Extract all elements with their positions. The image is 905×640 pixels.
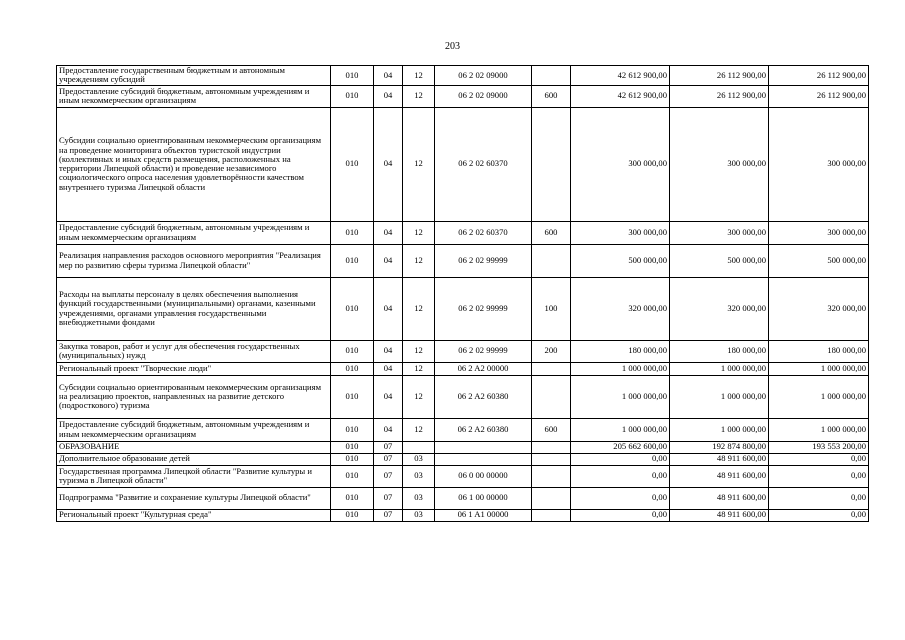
section-code: 07 bbox=[374, 509, 403, 521]
amount-year-3: 0,00 bbox=[769, 465, 869, 487]
amount-year-2: 320 000,00 bbox=[670, 277, 769, 340]
amount-year-1: 180 000,00 bbox=[571, 340, 670, 362]
amount-year-1: 0,00 bbox=[571, 453, 670, 465]
subsection-code: 12 bbox=[403, 85, 435, 107]
table-row bbox=[57, 107, 869, 221]
amount-year-3: 300 000,00 bbox=[769, 107, 869, 221]
table-row bbox=[57, 453, 869, 465]
expense-type-code: 600 bbox=[532, 221, 571, 244]
expense-type-code: 600 bbox=[532, 418, 571, 441]
amount-year-3: 1 000 000,00 bbox=[769, 362, 869, 375]
table-row bbox=[57, 487, 869, 509]
amount-year-1: 500 000,00 bbox=[571, 244, 670, 277]
amount-year-3: 26 112 900,00 bbox=[769, 66, 869, 86]
ved-code: 010 bbox=[331, 453, 374, 465]
budget-table bbox=[56, 65, 869, 522]
amount-year-3: 1 000 000,00 bbox=[769, 375, 869, 418]
ved-code: 010 bbox=[331, 221, 374, 244]
target-article-code: 06 1 A1 00000 bbox=[435, 509, 532, 521]
expense-type-code bbox=[532, 244, 571, 277]
amount-year-2: 26 112 900,00 bbox=[670, 85, 769, 107]
amount-year-3: 1 000 000,00 bbox=[769, 418, 869, 441]
subsection-code bbox=[403, 441, 435, 453]
amount-year-2: 192 874 800,00 bbox=[670, 441, 769, 453]
amount-year-1: 1 000 000,00 bbox=[571, 375, 670, 418]
subsection-code: 03 bbox=[403, 487, 435, 509]
amount-year-3: 320 000,00 bbox=[769, 277, 869, 340]
amount-year-3: 300 000,00 bbox=[769, 221, 869, 244]
table-row bbox=[57, 375, 869, 418]
subsection-code: 12 bbox=[403, 362, 435, 375]
target-article-code: 06 2 02 99999 bbox=[435, 340, 532, 362]
target-article-code: 06 2 A2 00000 bbox=[435, 362, 532, 375]
amount-year-1: 1 000 000,00 bbox=[571, 362, 670, 375]
subsection-code: 12 bbox=[403, 340, 435, 362]
amount-year-3: 193 553 200,00 bbox=[769, 441, 869, 453]
table-row bbox=[57, 465, 869, 487]
target-article-code: 06 2 02 60370 bbox=[435, 107, 532, 221]
target-article-code: 06 2 02 99999 bbox=[435, 277, 532, 340]
target-article-code: 06 1 00 00000 bbox=[435, 487, 532, 509]
item-name: Дополнительное образование детей bbox=[57, 453, 331, 465]
section-code: 04 bbox=[374, 221, 403, 244]
subsection-code: 12 bbox=[403, 277, 435, 340]
table-row bbox=[57, 509, 869, 521]
section-code: 04 bbox=[374, 340, 403, 362]
table-row bbox=[57, 362, 869, 375]
section-code: 04 bbox=[374, 277, 403, 340]
target-article-code bbox=[435, 441, 532, 453]
ved-code: 010 bbox=[331, 465, 374, 487]
ved-code: 010 bbox=[331, 418, 374, 441]
item-name: Подпрограмма "Развитие и сохранение культуры Липецкой области" bbox=[57, 487, 331, 509]
table-row bbox=[57, 244, 869, 277]
target-article-code: 06 2 A2 60380 bbox=[435, 418, 532, 441]
ved-code: 010 bbox=[331, 509, 374, 521]
target-article-code: 06 2 02 99999 bbox=[435, 244, 532, 277]
section-code: 07 bbox=[374, 453, 403, 465]
table-body bbox=[57, 66, 869, 522]
amount-year-3: 500 000,00 bbox=[769, 244, 869, 277]
amount-year-3: 0,00 bbox=[769, 453, 869, 465]
section-code: 07 bbox=[374, 441, 403, 453]
ved-code: 010 bbox=[331, 244, 374, 277]
expense-type-code bbox=[532, 441, 571, 453]
subsection-code: 03 bbox=[403, 509, 435, 521]
amount-year-3: 0,00 bbox=[769, 509, 869, 521]
item-name: Субсидии социально ориентированным некоммерческим организациям на проведение мониторинга объектов туристской индустрии (коллективных и иных средств размещения, расположенных на территории Липецкой области) и проведение независимого социологического опроса населения удовлетворённости качеством внутреннего туризма Липецкой области bbox=[57, 107, 331, 221]
amount-year-2: 48 911 600,00 bbox=[670, 465, 769, 487]
section-code: 07 bbox=[374, 465, 403, 487]
target-article-code: 06 2 A2 60380 bbox=[435, 375, 532, 418]
target-article-code: 06 2 02 09000 bbox=[435, 85, 532, 107]
section-code: 04 bbox=[374, 418, 403, 441]
expense-type-code bbox=[532, 375, 571, 418]
expense-type-code bbox=[532, 66, 571, 86]
ved-code: 010 bbox=[331, 362, 374, 375]
amount-year-2: 48 911 600,00 bbox=[670, 453, 769, 465]
amount-year-2: 300 000,00 bbox=[670, 107, 769, 221]
item-name: Региональный проект "Творческие люди" bbox=[57, 362, 331, 375]
target-article-code: 06 2 02 09000 bbox=[435, 66, 532, 86]
item-name: Реализация направления расходов основного мероприятия "Реализация мер по развитию сферы туризма Липецкой области" bbox=[57, 244, 331, 277]
ved-code: 010 bbox=[331, 85, 374, 107]
amount-year-2: 180 000,00 bbox=[670, 340, 769, 362]
item-name: ОБРАЗОВАНИЕ bbox=[57, 441, 331, 453]
ved-code: 010 bbox=[331, 66, 374, 86]
subsection-code: 12 bbox=[403, 221, 435, 244]
expense-type-code bbox=[532, 465, 571, 487]
expense-type-code bbox=[532, 509, 571, 521]
ved-code: 010 bbox=[331, 107, 374, 221]
ved-code: 010 bbox=[331, 487, 374, 509]
table-row bbox=[57, 277, 869, 340]
section-code: 04 bbox=[374, 244, 403, 277]
subsection-code: 12 bbox=[403, 107, 435, 221]
section-code: 04 bbox=[374, 362, 403, 375]
subsection-code: 12 bbox=[403, 244, 435, 277]
amount-year-2: 26 112 900,00 bbox=[670, 66, 769, 86]
subsection-code: 03 bbox=[403, 465, 435, 487]
amount-year-1: 1 000 000,00 bbox=[571, 418, 670, 441]
section-code: 04 bbox=[374, 375, 403, 418]
amount-year-3: 0,00 bbox=[769, 487, 869, 509]
item-name: Расходы на выплаты персоналу в целях обеспечения выполнения функций государственными (муниципальными) органами, казенными учреждениями, органами управления государственными внебюджетными фондами bbox=[57, 277, 331, 340]
table-row bbox=[57, 66, 869, 86]
target-article-code: 06 0 00 00000 bbox=[435, 465, 532, 487]
ved-code: 010 bbox=[331, 375, 374, 418]
item-name: Региональный проект "Культурная среда" bbox=[57, 509, 331, 521]
amount-year-2: 1 000 000,00 bbox=[670, 375, 769, 418]
amount-year-2: 48 911 600,00 bbox=[670, 509, 769, 521]
section-code: 04 bbox=[374, 107, 403, 221]
expense-type-code bbox=[532, 453, 571, 465]
amount-year-1: 42 612 900,00 bbox=[571, 85, 670, 107]
page-number: 203 bbox=[445, 41, 460, 52]
amount-year-1: 300 000,00 bbox=[571, 221, 670, 244]
ved-code: 010 bbox=[331, 340, 374, 362]
expense-type-code bbox=[532, 362, 571, 375]
subsection-code: 12 bbox=[403, 66, 435, 86]
amount-year-1: 320 000,00 bbox=[571, 277, 670, 340]
amount-year-1: 0,00 bbox=[571, 465, 670, 487]
section-code: 04 bbox=[374, 85, 403, 107]
item-name: Государственная программа Липецкой области "Развитие культуры и туризма в Липецкой области" bbox=[57, 465, 331, 487]
amount-year-2: 1 000 000,00 bbox=[670, 362, 769, 375]
expense-type-code bbox=[532, 107, 571, 221]
item-name: Предоставление субсидий бюджетным, автономным учреждениям и иным некоммерческим организациям bbox=[57, 418, 331, 441]
section-code: 04 bbox=[374, 66, 403, 86]
expense-type-code: 600 bbox=[532, 85, 571, 107]
amount-year-2: 48 911 600,00 bbox=[670, 487, 769, 509]
table-row bbox=[57, 418, 869, 441]
item-name: Предоставление государственным бюджетным и автономным учреждениям субсидий bbox=[57, 66, 331, 86]
item-name: Предоставление субсидий бюджетным, автономным учреждениям и иным некоммерческим организациям bbox=[57, 85, 331, 107]
section-code: 07 bbox=[374, 487, 403, 509]
item-name: Закупка товаров, работ и услуг для обеспечения государственных (муниципальных) нужд bbox=[57, 340, 331, 362]
expense-type-code: 100 bbox=[532, 277, 571, 340]
amount-year-1: 0,00 bbox=[571, 487, 670, 509]
amount-year-2: 1 000 000,00 bbox=[670, 418, 769, 441]
target-article-code bbox=[435, 453, 532, 465]
amount-year-1: 42 612 900,00 bbox=[571, 66, 670, 86]
table-row bbox=[57, 85, 869, 107]
table-row bbox=[57, 340, 869, 362]
amount-year-3: 180 000,00 bbox=[769, 340, 869, 362]
expense-type-code bbox=[532, 487, 571, 509]
amount-year-2: 500 000,00 bbox=[670, 244, 769, 277]
amount-year-3: 26 112 900,00 bbox=[769, 85, 869, 107]
amount-year-1: 300 000,00 bbox=[571, 107, 670, 221]
table-row bbox=[57, 441, 869, 453]
amount-year-2: 300 000,00 bbox=[670, 221, 769, 244]
subsection-code: 03 bbox=[403, 453, 435, 465]
amount-year-1: 0,00 bbox=[571, 509, 670, 521]
item-name: Субсидии социально ориентированным некоммерческим организациям на реализацию проектов, направленных на развитие детского (подросткового) туризма bbox=[57, 375, 331, 418]
expense-type-code: 200 bbox=[532, 340, 571, 362]
table-row bbox=[57, 221, 869, 244]
target-article-code: 06 2 02 60370 bbox=[435, 221, 532, 244]
subsection-code: 12 bbox=[403, 375, 435, 418]
subsection-code: 12 bbox=[403, 418, 435, 441]
item-name: Предоставление субсидий бюджетным, автономным учреждениям и иным некоммерческим организациям bbox=[57, 221, 331, 244]
amount-year-1: 205 662 600,00 bbox=[571, 441, 670, 453]
ved-code: 010 bbox=[331, 441, 374, 453]
ved-code: 010 bbox=[331, 277, 374, 340]
